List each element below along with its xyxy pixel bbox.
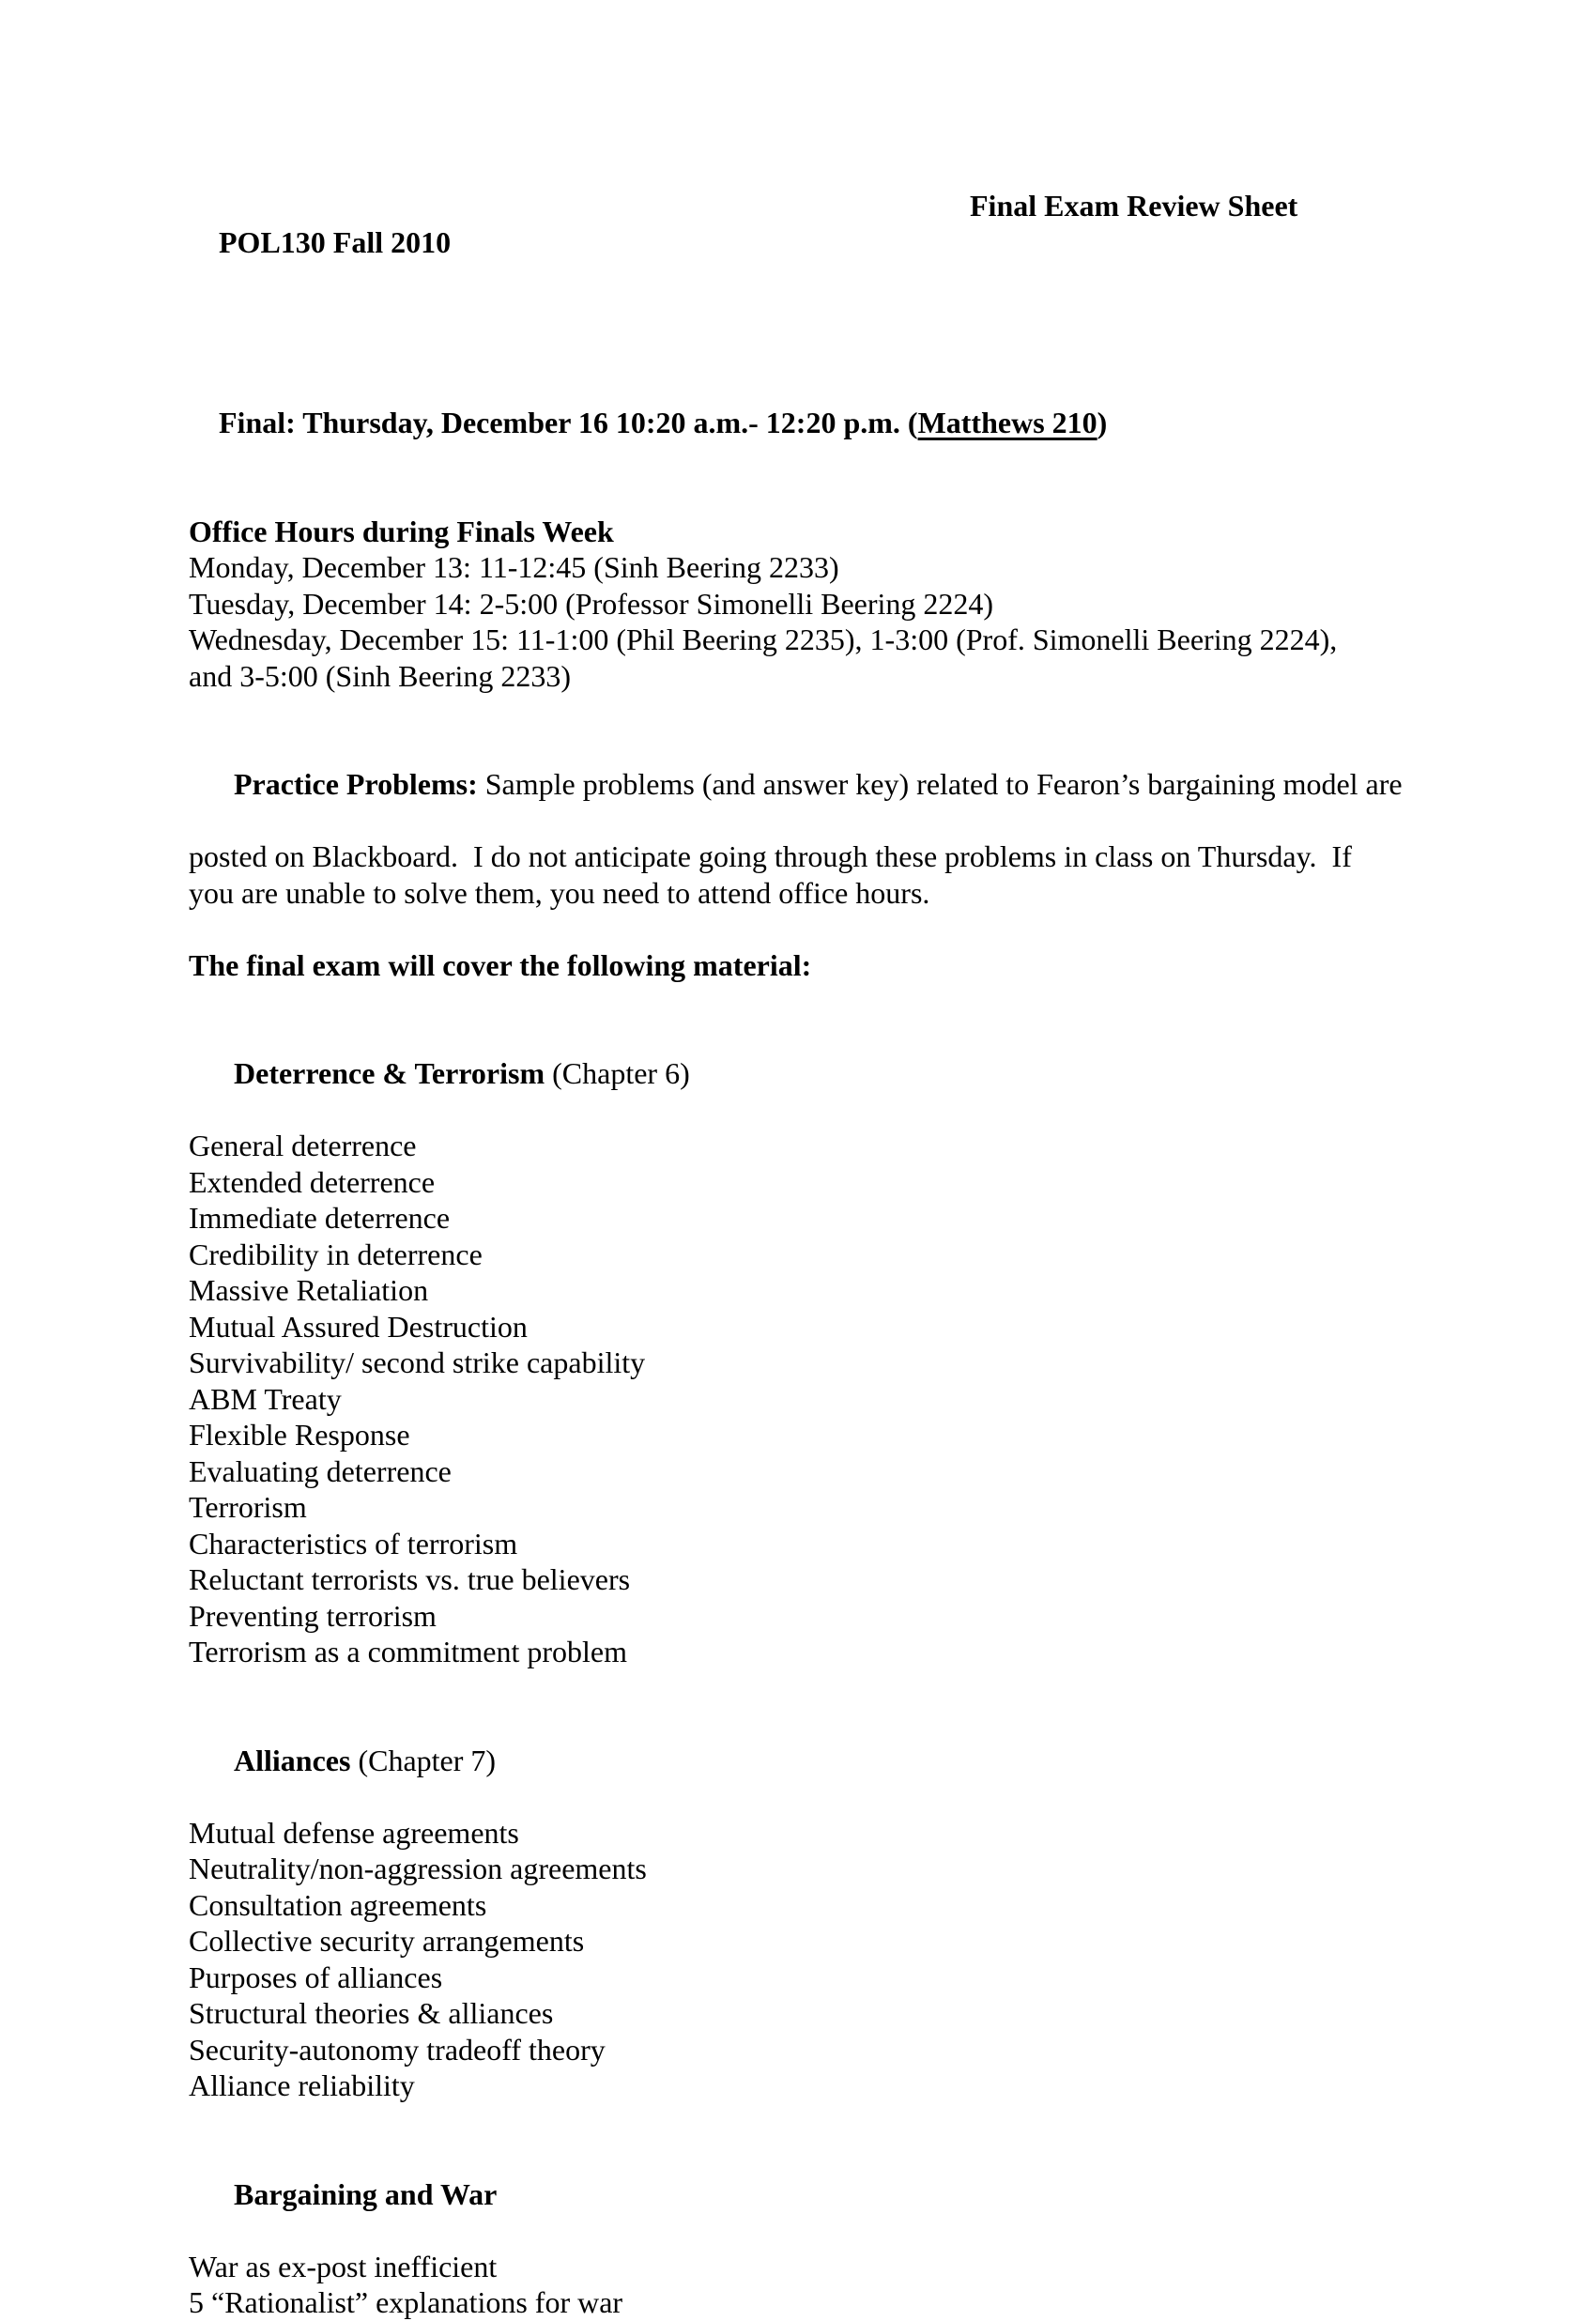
list-item: Massive Retaliation — [189, 1273, 429, 1307]
office-hours-lines — [189, 549, 1418, 694]
section-heading — [189, 2140, 1418, 2249]
list-item: 5 “Rationalist” explanations for war — [189, 2285, 623, 2319]
list-item: Extended deterrence — [189, 1164, 436, 1199]
course-label: POL130 Fall 2010 — [219, 224, 452, 259]
list-item: Preventing terrorism — [189, 1598, 437, 1633]
section-items — [189, 1128, 1418, 1670]
section-alliances — [189, 1706, 1418, 2104]
list-item: Tuesday, December 14: 2-5:00 (Professor Simonelli Beering 2224) — [189, 586, 994, 621]
list-item: ABM Treaty — [189, 1381, 342, 1416]
section-heading — [189, 1020, 1418, 1129]
section-title: Alliances — [234, 1743, 351, 1777]
final-exam-line — [189, 369, 1418, 478]
list-item: Consultation agreements — [189, 1887, 487, 1922]
list-item: and 3-5:00 (Sinh Beering 2233) — [189, 658, 572, 693]
list-item: Characteristics of terrorism — [189, 1526, 518, 1560]
office-hours-heading: Office Hours during Finals Week — [189, 514, 614, 548]
practice-line-3: you are unable to solve them, you need to attend office hours. — [189, 875, 930, 910]
list-item: Purposes of alliances — [189, 1960, 443, 1994]
list-item: Terrorism — [189, 1490, 307, 1524]
coverage-heading: The final exam will cover the following material: — [189, 947, 812, 982]
section-items — [189, 1815, 1418, 2104]
practice-problems-label: Practice Problems: — [234, 767, 478, 801]
list-item: Monday, December 13: 11-12:45 (Sinh Beering 2233) — [189, 550, 839, 584]
page-title: Final Exam Review Sheet — [970, 189, 1298, 223]
list-item: Mutual Assured Destruction — [189, 1309, 528, 1344]
final-exam-close-paren: ) — [1097, 406, 1108, 439]
list-item: General deterrence — [189, 1129, 417, 1162]
list-item: Mutual defense agreements — [189, 1815, 519, 1850]
list-item: Neutrality/non-aggression agreements — [189, 1852, 647, 1885]
section-chapter: (Chapter 6) — [545, 1056, 690, 1090]
practice-line-1-text: Sample problems (and answer key) related to Fearon’s bargaining model are — [477, 767, 1403, 801]
section-deterrence-terrorism — [189, 1020, 1418, 1670]
final-exam-location: Matthews 210 — [917, 406, 1097, 439]
list-item: Immediate deterrence — [189, 1201, 451, 1235]
section-title: Bargaining and War — [234, 2176, 498, 2211]
list-item: Wednesday, December 15: 11-1:00 (Phil Beering 2235), 1-3:00 (Prof. Simonelli Beering 2224), — [189, 623, 1338, 656]
office-hours-section — [189, 514, 1418, 695]
list-item: War as ex-post inefficient — [189, 2249, 498, 2283]
list-item: Alliance reliability — [189, 2068, 415, 2102]
final-exam-time-text: Final: Thursday, December 16 10:20 a.m.- 12:20 p.m. ( — [219, 406, 918, 439]
practice-line-2: posted on Blackboard. I do not anticipate going through these problems in class on Thursday. If — [189, 839, 1352, 873]
header-row — [189, 188, 1418, 332]
list-item: Structural theories & alliances — [189, 1996, 554, 2030]
section-heading — [189, 1706, 1418, 1815]
section-chapter: (Chapter 7) — [350, 1743, 497, 1777]
list-item: Terrorism as a commitment problem — [189, 1635, 627, 1668]
practice-line-1 — [189, 730, 1418, 839]
list-item: Security-autonomy tradeoff theory — [189, 2032, 606, 2067]
section-bargaining-and-war — [189, 2140, 1418, 2321]
section-title: Deterrence & Terrorism — [234, 1056, 545, 1090]
section-items — [189, 2249, 1418, 2321]
practice-problems-paragraph — [189, 730, 1418, 912]
list-item: Collective security arrangements — [189, 1924, 585, 1958]
list-item: Reluctant terrorists vs. true believers — [189, 1562, 631, 1596]
list-item: Evaluating deterrence — [189, 1453, 452, 1488]
list-item: Survivability/ second strike capability — [189, 1345, 646, 1379]
list-item: Credibility in deterrence — [189, 1237, 483, 1271]
list-item: Flexible Response — [189, 1418, 410, 1452]
